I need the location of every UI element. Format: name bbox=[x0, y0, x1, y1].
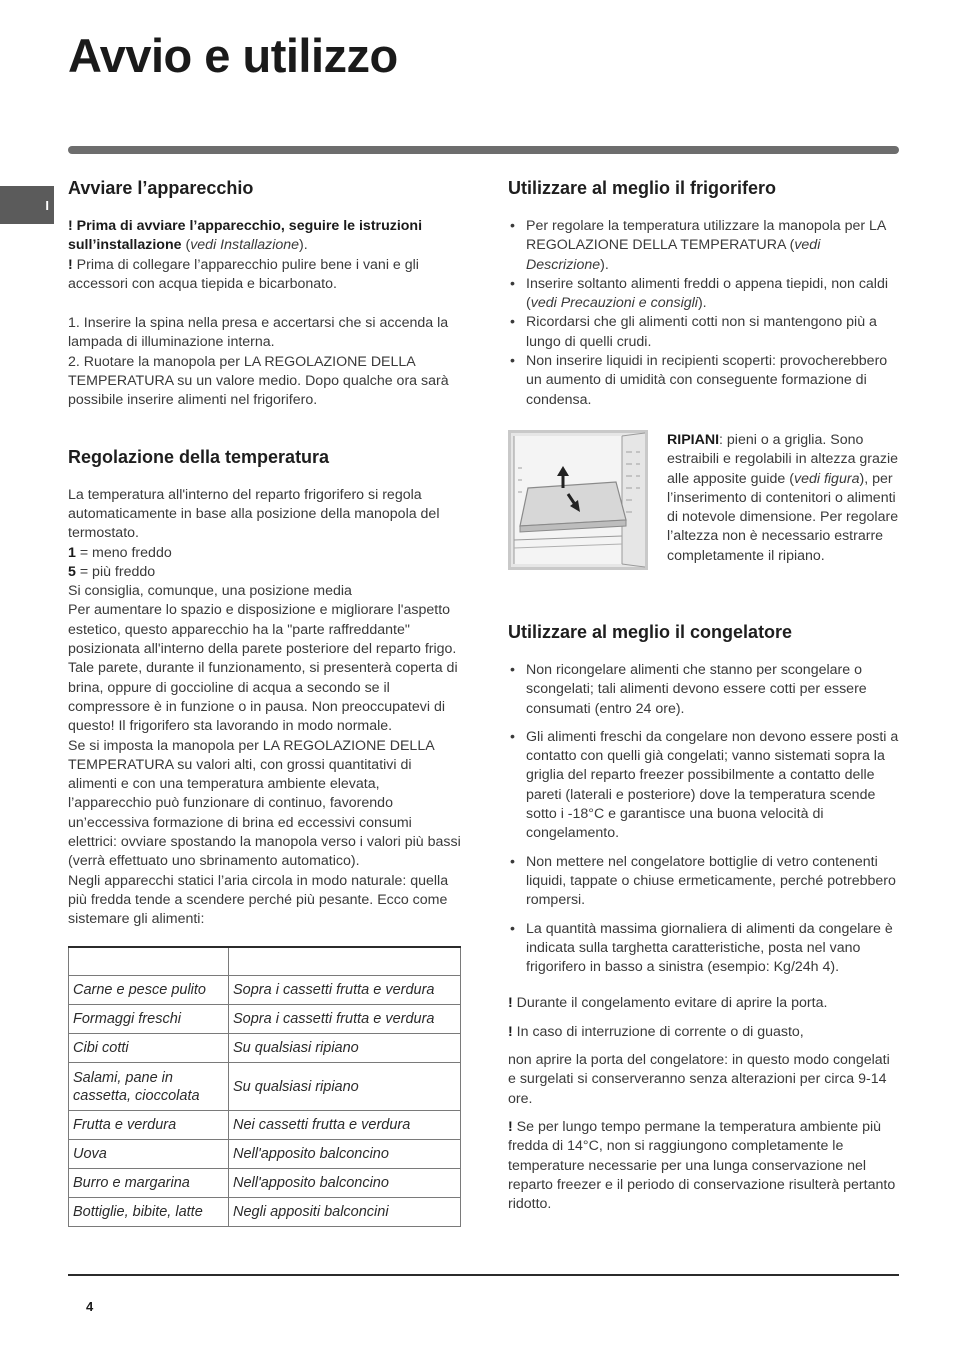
fridge-tips-list bbox=[508, 217, 900, 410]
right-column bbox=[508, 178, 900, 1223]
freezer-note-conservation: non aprire la porta del congelatore: in questo modo congelati e surgelati si conserveranno senza alterazioni per circa 9-14 ore. bbox=[508, 1052, 890, 1107]
freezer-note-door: ! Durante il congelamento evitare di aprire la porta. bbox=[508, 995, 828, 1012]
table-row: Cibi cotti Su qualsiasi ripiano bbox=[69, 1034, 461, 1063]
temperature-static-air: Negli apparecchi statici l’aria circola in modo naturale: quella più fredda tende a scendere perché più pesante. Ecco come sistemare gli alimenti: bbox=[68, 872, 449, 928]
value-less-cold: 1 = meno freddo bbox=[68, 544, 172, 561]
language-tab: I bbox=[0, 186, 54, 224]
table-row: Carne e pesce pulito Sopra i cassetti frutta e verdura bbox=[69, 976, 461, 1005]
list-item: • Per regolare la temperatura utilizzare la manopola per LA REGOLAZIONE DELLA TEMPERATURA (vedi Descrizione). bbox=[508, 217, 900, 275]
list-item: • Ricordarsi che gli alimenti cotti non si mantengono più a lungo di quelli crudi. bbox=[508, 313, 900, 352]
step-2: 2. Ruotare la manopola per LA REGOLAZIONE DELLA TEMPERATURA su un valore medio. Dopo qualche ora sarà possibile inserire alimenti nel frigorifero. bbox=[68, 353, 449, 409]
table-row: Salami, pane in cassetta, cioccolata Su qualsiasi ripiano bbox=[69, 1063, 461, 1111]
table-row: Formaggi freschi Sopra i cassetti frutta e verdura bbox=[69, 1005, 461, 1034]
table-row: Frutta e verdura Nei cassetti frutta e verdura bbox=[69, 1111, 461, 1140]
cleaning-warning: ! Prima di collegare l’apparecchio pulire bene i vani e gli accessori con acqua tiepida e bicarbonato. bbox=[68, 256, 419, 292]
install-warning: ! Prima di avviare l’apparecchio, seguire le istruzioni sull’installazione (vedi Installazione). bbox=[68, 218, 423, 254]
top-divider bbox=[68, 146, 899, 154]
list-item: • La quantità massima giornaliera di alimenti da congelare è indicata sulla targhetta caratteristiche, posta nel vano frigorifero in basso a sinistra (esempio: Kg/24h 4). bbox=[508, 920, 900, 978]
list-item: • Non ricongelare alimenti che stanno per scongelare o scongelati; tali alimenti devono essere cotti per essere consumati (entro 24 ore). bbox=[508, 661, 900, 719]
table-row: Burro e margarina Nell'apposito balconcino bbox=[69, 1169, 461, 1198]
freezer-tips-list bbox=[508, 661, 900, 977]
list-item: • Non inserire liquidi in recipienti scoperti: provocherebbero un aumento di umidità con conseguente formazione di condensa. bbox=[508, 352, 900, 410]
section-heading-freezer: Utilizzare al meglio il congelatore bbox=[508, 621, 793, 642]
page-number: 4 bbox=[86, 1299, 94, 1314]
shelf-illustration bbox=[508, 430, 648, 570]
shelf-section bbox=[508, 430, 900, 570]
list-item: • Non mettere nel congelatore bottiglie di vetro contenenti liquidi, tappate o chiuse ermeticamente, perché potrebbero rompersi. bbox=[508, 853, 900, 911]
value-more-cold: 5 = più freddo bbox=[68, 563, 156, 580]
bottom-divider bbox=[68, 1274, 899, 1276]
left-column bbox=[68, 178, 461, 1227]
table-row: Bottiglie, bibite, latte Negli appositi balconcini bbox=[69, 1198, 461, 1227]
food-placement-table bbox=[68, 946, 461, 1228]
step-1: 1. Inserire la spina nella presa e accertarsi che si accenda la lampada di illuminazione interna. bbox=[68, 315, 449, 351]
temperature-high-settings: Se si imposta la manopola per LA REGOLAZIONE DELLA TEMPERATURA su valori alti, con grossi quantitativi di alimenti e con una temperatura ambiente elevata, l’apparecchio può funzionare di continuo, favorendo un’eccessiva formazione di brina ed eccessivi consumi elettrici: ovviare spostando la manopola verso i valori più bassi (verrà effettuato uno sbrinamento automatico). bbox=[68, 737, 461, 870]
list-item: • Gli alimenti freschi da congelare non devono essere posti a contatto con quelli già congelati; vanno sistemati sopra la griglia del reparto freezer possibilmente a contatto delle pareti (laterali e posteriore) dove la temperatura scende sotto i -18°C e garantisce una buona velocità di congelamento. bbox=[508, 728, 900, 844]
shelf-description: RIPIANI: pieni o a griglia. Sono estraibili e regolabili in altezza grazie alle apposite guide (vedi figura), per l’inserimento di contenitori o alimenti di notevole dimensione. Per regolare l’altezza non è necessario estrarre completamente il ripiano. bbox=[667, 431, 899, 564]
table-row: Uova Nell'apposito balconcino bbox=[69, 1140, 461, 1169]
freezer-note-power: ! In caso di interruzione di corrente o di guasto, bbox=[508, 1023, 804, 1040]
section-heading-fridge: Utilizzare al meglio il frigorifero bbox=[508, 178, 777, 198]
section-heading-start: Avviare l’apparecchio bbox=[68, 178, 254, 198]
table-header-row bbox=[69, 947, 461, 976]
list-item: • Inserire soltanto alimenti freddi o appena tiepidi, non caldi (vedi Precauzioni e consigli). bbox=[508, 275, 900, 314]
temperature-advice: Si consiglia, comunque, una posizione media bbox=[68, 583, 352, 600]
section-heading-temperature: Regolazione della temperatura bbox=[68, 446, 330, 467]
temperature-intro: La temperatura all'interno del reparto frigorifero si regola automaticamente in base alla posizione della manopola del termostato. bbox=[68, 486, 440, 542]
page-title: Avvio e utilizzo bbox=[68, 29, 398, 82]
temperature-cooling-wall: Per aumentare lo spazio e disposizione e migliorare l'aspetto estetico, questo apparecchio ha la "parte raffreddante" posizionata all'interno della parete posteriore del reparto frigo. Tale parete, durante il funzionamento, si presenterà coperta di brina, oppure di goccioline di acqua a secondo se il compressore è in funzione o in pausa. Non preoccupatevi di questo! Il frigorifero sta lavorando in modo normale. bbox=[68, 602, 458, 735]
freezer-note-ambient: ! Se per lungo tempo permane la temperatura ambiente più fredda di 14°C, non si raggiungono completamente le temperature necessarie per una lunga conservazione nel reparto freezer e il periodo di conservazione risulterà pertanto ridotto. bbox=[508, 1118, 896, 1213]
